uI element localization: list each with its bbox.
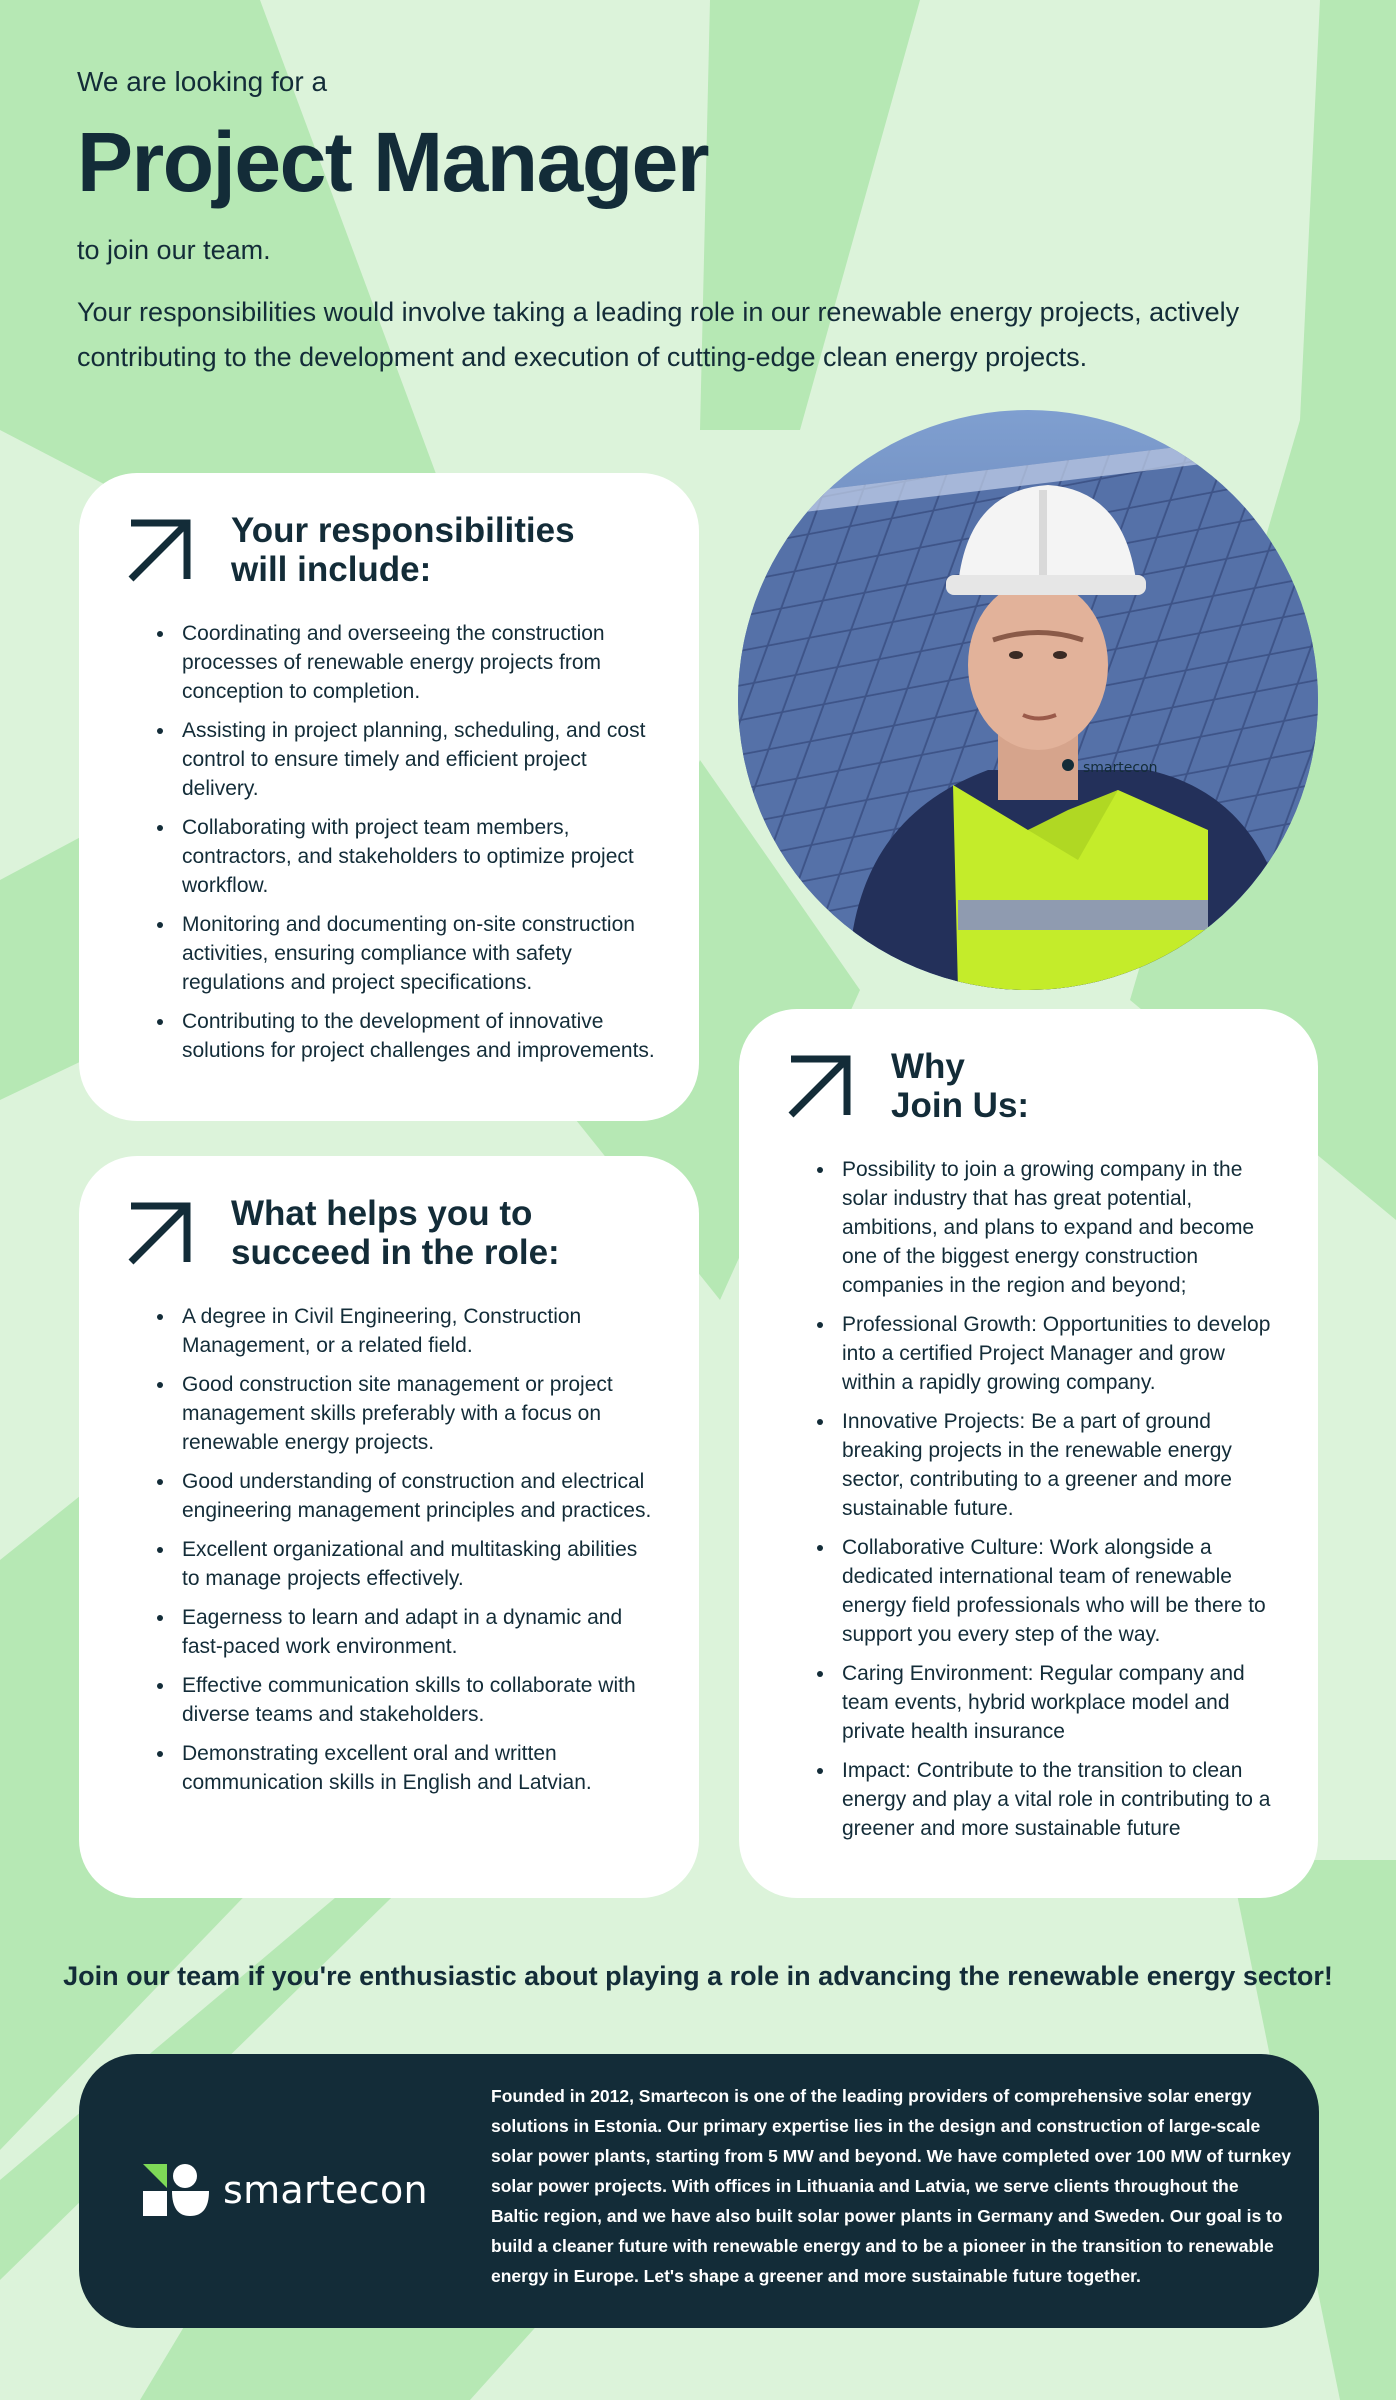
list-item: Impact: Contribute to the transition to clean energy and play a vital role in contributing to a greener and more sustainable future: [798, 1756, 1274, 1843]
why-join-list: [783, 1155, 1274, 1843]
smartecon-logo: [143, 2164, 428, 2216]
responsibilities-list: [123, 619, 655, 1065]
responsibilities-header: [123, 511, 655, 589]
why-join-header: [783, 1047, 1274, 1125]
arrow-up-right-icon: [123, 515, 195, 587]
list-item: A degree in Civil Engineering, Construction Management, or a related field.: [138, 1302, 655, 1360]
success-card: [79, 1156, 699, 1898]
list-item: Possibility to join a growing company in the solar industry that has great potential, ambitions, and plans to expand and become one of the biggest energy construction companies in the region and beyond;: [798, 1155, 1274, 1300]
list-item: Eagerness to learn and adapt in a dynamic and fast-paced work environment.: [138, 1603, 655, 1661]
list-item: Contributing to the development of innovative solutions for project challenges and improvements.: [138, 1007, 655, 1065]
intro-lead: We are looking for a: [77, 66, 328, 97]
list-item: Coordinating and overseeing the construction processes of renewable energy projects from conception to completion.: [138, 619, 655, 706]
list-item: Assisting in project planning, scheduling, and cost control to ensure timely and efficient project delivery.: [138, 716, 655, 803]
intro-description: Your responsibilities would involve taking a leading role in our renewable energy projects, actively contributing to the development and execution of cutting-edge clean energy projects.: [77, 297, 1240, 372]
vest-logo: smartecon: [1083, 760, 1158, 776]
intro-section: [77, 62, 1327, 380]
list-item: Effective communication skills to collaborate with diverse teams and stakeholders.: [138, 1671, 655, 1729]
success-title: What helps you to succeed in the role:: [231, 1194, 560, 1272]
brand-name: smartecon: [223, 2168, 428, 2212]
arrow-up-right-icon: [783, 1051, 855, 1123]
company-about: Founded in 2012, Smartecon is one of the leading providers of comprehensive solar energy solutions in Estonia. Our primary expertise lies in the design and construction of large-scale solar power plants, starting from 5 MW and beyond. We have completed over 100 MW of turnkey solar power projects. With offices in Lithuania and Latvia, we serve clients throughout the Baltic region, and we have also built solar power plants in Germany and Sweden. Our goal is to build a cleaner future with renewable energy and to be a pioneer in the transition to renewable energy in Europe. Let's shape a greener and more sustainable future together.: [491, 2086, 1291, 2286]
success-list: [123, 1302, 655, 1797]
call-to-action: Join our team if you're enthusiastic about playing a role in advancing the renewable energy sector!: [63, 1961, 1333, 1991]
responsibilities-card: [79, 473, 699, 1121]
list-item: Collaborative Culture: Work alongside a dedicated international team of renewable energy field professionals who will be there to support you every step of the way.: [798, 1533, 1274, 1649]
job-title: Project Manager: [77, 115, 709, 209]
list-item: Monitoring and documenting on-site construction activities, ensuring compliance with safety regulations and project specifications.: [138, 910, 655, 997]
list-item: Collaborating with project team members, contractors, and stakeholders to optimize project workflow.: [138, 813, 655, 900]
list-item: Good understanding of construction and electrical engineering management principles and practices.: [138, 1467, 655, 1525]
list-item: Innovative Projects: Be a part of ground breaking projects in the renewable energy sector, contributing to a greener and more sustainable future.: [798, 1407, 1274, 1523]
intro-join: to join our team.: [77, 235, 271, 265]
responsibilities-title: Your responsibilities will include:: [231, 511, 575, 589]
list-item: Excellent organizational and multitasking abilities to manage projects effectively.: [138, 1535, 655, 1593]
success-header: [123, 1194, 655, 1272]
list-item: Caring Environment: Regular company and team events, hybrid workplace model and private health insurance: [798, 1659, 1274, 1746]
list-item: Good construction site management or project management skills preferably with a focus on renewable energy projects.: [138, 1370, 655, 1457]
why-join-title: Why Join Us:: [891, 1047, 1030, 1125]
list-item: Professional Growth: Opportunities to develop into a certified Project Manager and grow within a rapidly growing company.: [798, 1310, 1274, 1397]
engineer-photo: [738, 410, 1318, 990]
why-join-card: [739, 1009, 1318, 1898]
list-item: Demonstrating excellent oral and written communication skills in English and Latvian.: [138, 1739, 655, 1797]
arrow-up-right-icon: [123, 1198, 195, 1270]
smartecon-logo-icon: [143, 2164, 209, 2216]
company-footer: [79, 2054, 1319, 2328]
